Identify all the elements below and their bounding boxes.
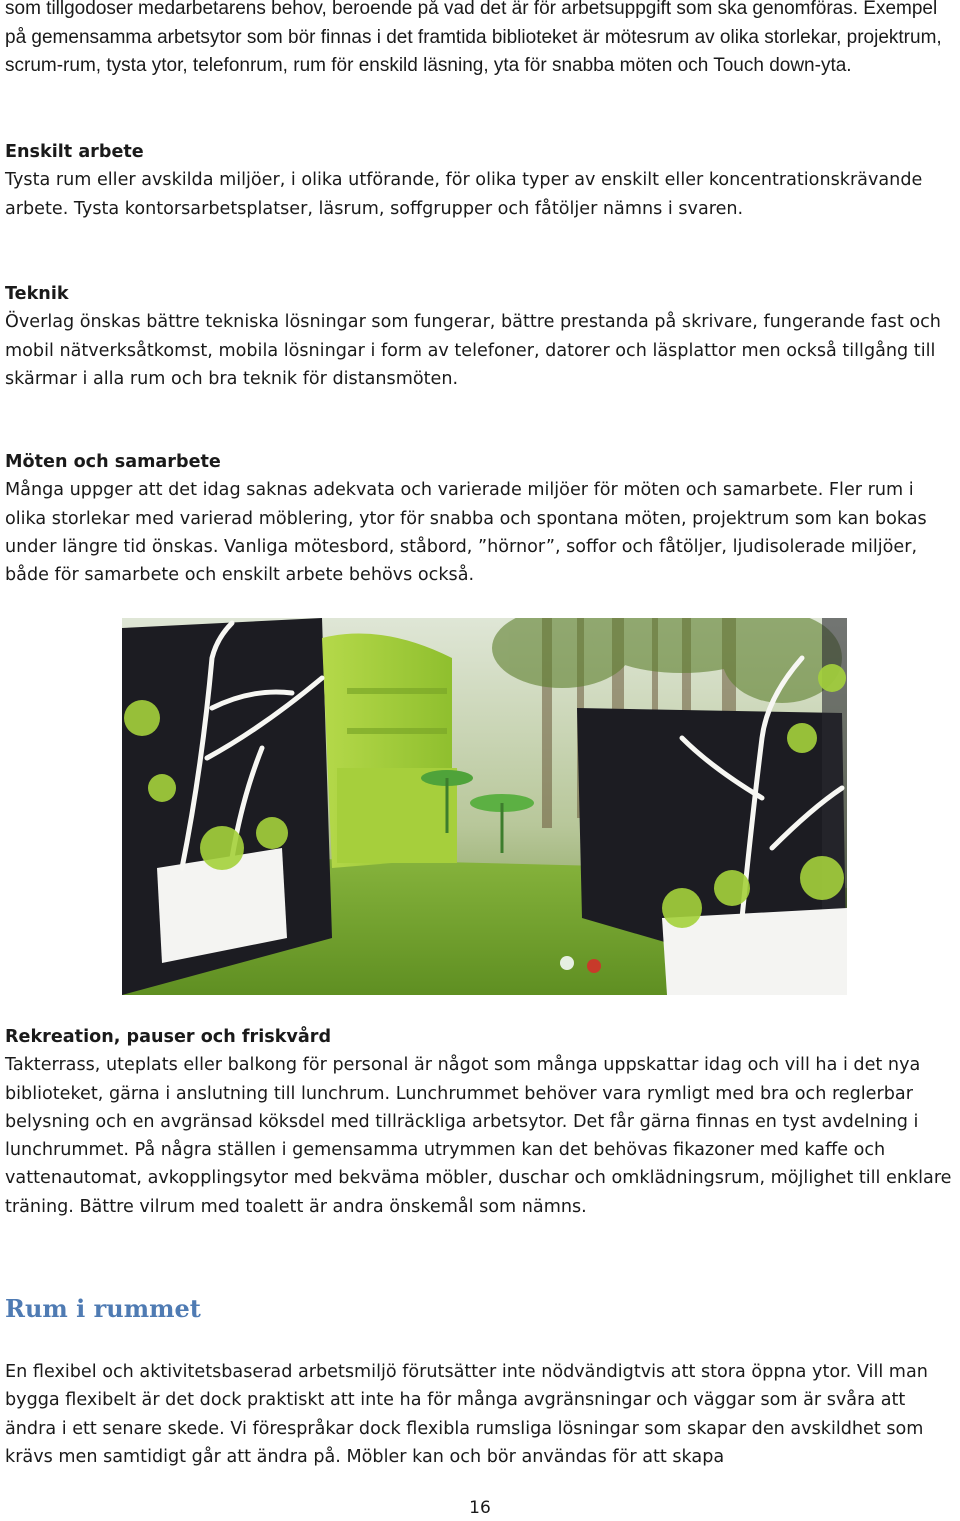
section-heading: Teknik	[5, 284, 69, 304]
section-teknik	[5, 280, 955, 393]
section-heading: Möten och samarbete	[5, 452, 221, 472]
section-rekreation	[5, 1023, 955, 1221]
chapter-heading: Rum i rummet	[5, 1294, 201, 1323]
section-text: Många uppger att det idag saknas adekvata och varierade miljöer för möten och samarbete. Fler rum i olika storlekar med varierad möblering, ytor för snabba och spontana möten, projektrum som kan bokas under längre tid önskas. Vanliga mötesbord, ståbord, ”hörnor”, soffor och fåtöljer, ljudisolerade miljöer, både för samarbete och enskilt arbete behövs också.	[5, 480, 927, 586]
section-text: Tysta rum eller avskilda miljöer, i olika utförande, för olika typer av enskilt eller koncentrationskrävande arbete. Tysta kontorsarbetsplatser, läsrum, soffgrupper och fåtöljer nämns i svaren.	[5, 170, 923, 219]
section-heading: Rekreation, pauser och friskvård	[5, 1027, 332, 1047]
section-enskilt-arbete	[5, 138, 955, 223]
page-number: 16	[469, 1498, 491, 1518]
chapter-paragraph: En flexibel och aktivitetsbaserad arbetsmiljö förutsätter inte nödvändigtvis att stora öppna ytor. Vill man bygga flexibelt är det dock praktiskt att inte ha för många avgränsningar och väggar som är svåra att ändra i ett senare skede. Vi förespråkar dock flexibla rumsliga lösningar som skapar den avskildhet som krävs men samtidigt går att ändra på. Möbler kan och bör användas för att skapa	[5, 1362, 928, 1467]
section-text: Överlag önskas bättre tekniska lösningar som fungerar, bättre prestanda på skrivare, fungerande fast och mobil nätverksåtkomst, mobila lösningar i form av telefoner, datorer och läsplattor men också tillgång till skärmar i alla rum och bra teknik för distansmöten.	[5, 312, 941, 389]
section-text: Takterrass, uteplats eller balkong för personal är något som många uppskattar idag och vill ha i det nya biblioteket, gärna i anslutning till lunchrum. Lunchrummet behöver vara rymligt med bra och reglerbar belysning och en avgränsad köksdel med tillräckliga arbetsytor. Det får gärna finnas en tyst avdelning i lunchrummet. På några ställen i gemensamma utrymmen kan det behövas fikazoner med kaffe och vattenautomat, avkopplingsytor med bekväma möbler, duschar och omklädningsrum, möjlighet till enklare träning. Bättre vilrum med toalett är andra önskemål som nämns.	[5, 1055, 952, 1217]
section-moten-och-samarbete	[5, 448, 955, 589]
intro-paragraph: som tillgodoser medarbetarens behov, beroende på vad det är för arbetsuppgift som ska genomföras. Exempel på gemensamma arbetsytor som bör finnas i det framtida biblioteket är mötesrum av olika storlekar, projektrum, scrum-rum, tysta ytor, telefonrum, rum för enskild läsning, yta för snabba möten och Touch down-yta.	[5, 0, 942, 76]
section-heading: Enskilt arbete	[5, 142, 144, 162]
office-photo	[122, 618, 847, 995]
